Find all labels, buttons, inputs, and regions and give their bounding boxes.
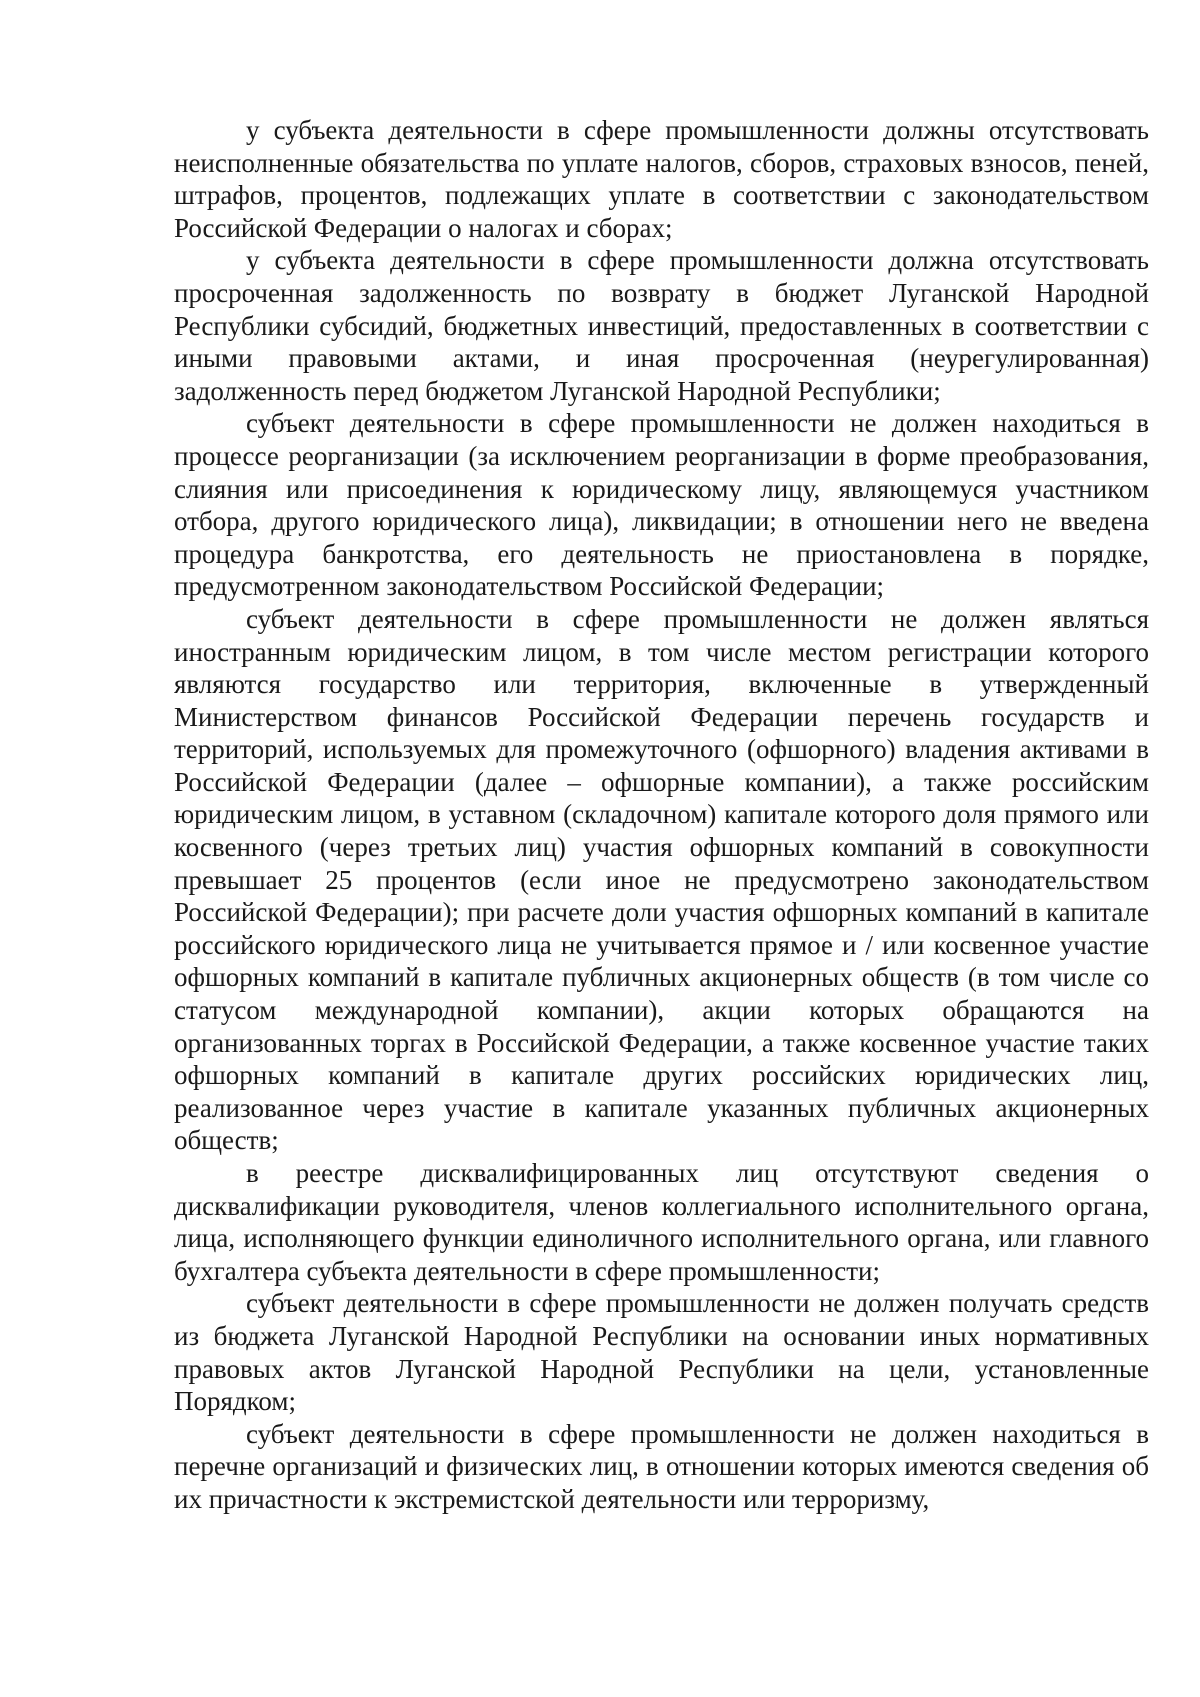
paragraph-tax-obligations: у субъекта деятельности в сфере промышленности должны отсутствовать неисполненные обязательства по уплате налогов, сборов, страховых взносов, пеней, штрафов, процентов, подлежащих уплате в соответствии с законодательством Российской Федерации о налогах и сборах; xyxy=(174,115,1149,243)
paragraph-reorganization: субъект деятельности в сфере промышленности не должен находиться в процессе реорганизации (за исключением реорганизации в форме преобразования, слияния или присоединения к юридическому лицу, являющемуся участником отбора, другого юридического лица), ликвидации; в отношении него не введена процедура банкротства, его деятельность не приостановлена в порядке, предусмотренном законодательством Российской Федерации; xyxy=(174,408,1149,602)
paragraph-offshore-companies: субъект деятельности в сфере промышленности не должен являться иностранным юридическим лицом, в том числе местом регистрации которого являются государство или территория, включенные в утвержденный Министерством финансов Российской Федерации перечень государств и территорий, используемых для промежуточного (офшорного) владения активами в Российской Федерации (далее – офшорные компании), а также российским юридическим лицом, в уставном (складочном) капитале которого доля прямого или косвенного (через третьих лиц) участия офшорных компаний в совокупности превышает 25 процентов (если иное не предусмотрено законодательством Российской Федерации); при расчете доли участия офшорных компаний в капитале российского юридического лица не учитывается прямое и / или косвенное участие офшорных компаний в капитале публичных акционерных обществ (в том числе со статусом международной компании), акции которых обращаются на организованных торгах в Российской Федерации, а также косвенное участие таких офшорных компаний в капитале других российских юридических лиц, реализованное через участие в капитале указанных публичных акционерных обществ; xyxy=(174,603,1149,1156)
paragraph-budget-debt: у субъекта деятельности в сфере промышленности должна отсутствовать просроченная задолженность по возврату в бюджет Луганской Народной Республики субсидий, бюджетных инвестиций, предоставленных в соответствии с иными правовыми актами, и иная просроченная (неурегулированная) задолженность перед бюджетом Луганской Народной Республики; xyxy=(174,245,1149,406)
paragraph-disqualified-persons: в реестре дисквалифицированных лиц отсутствуют сведения о дисквалификации руководителя, членов коллегиального исполнительного органа, лица, исполняющего функции единоличного исполнительного органа, или главного бухгалтера субъекта деятельности в сфере промышленности; xyxy=(174,1158,1149,1286)
paragraph-extremism-list: субъект деятельности в сфере промышленности не должен находиться в перечне организаций и физических лиц, в отношении которых имеются сведения об их причастности к экстремистской деятельности или терроризму, xyxy=(174,1418,1149,1514)
document-body xyxy=(174,114,1149,1516)
paragraph-budget-funds: субъект деятельности в сфере промышленности не должен получать средств из бюджета Луганской Народной Республики на основании иных нормативных правовых актов Луганской Народной Республики на цели, установленные Порядком; xyxy=(174,1288,1149,1417)
